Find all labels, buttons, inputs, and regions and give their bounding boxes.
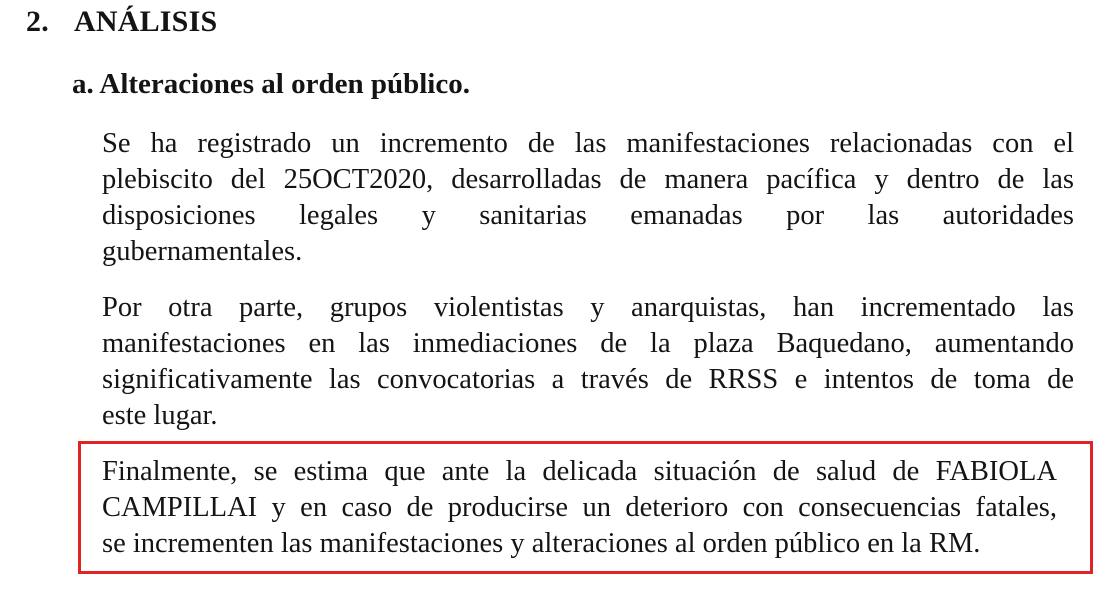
- paragraph-line: significativamente las convocatorias a través de RRSS e intentos de toma de: [102, 364, 1074, 395]
- subsection-heading: a. Alteraciones al orden público.: [72, 68, 470, 100]
- paragraph-line: este lugar.: [102, 400, 218, 431]
- paragraph-line: Finalmente, se estima que ante la delicada situación de salud de FABIOLA: [102, 456, 1057, 487]
- paragraph-violent-groups: [102, 290, 1074, 434]
- paragraph-line: plebiscito del 25OCT2020, desarrolladas de manera pacífica y dentro de las: [102, 164, 1074, 195]
- section-heading: [26, 2, 217, 42]
- paragraph-line: Por otra parte, grupos violentistas y anarquistas, han incrementado las: [102, 292, 1074, 323]
- paragraph-line: gubernamentales.: [102, 236, 303, 267]
- paragraph-highlighted-conclusion: [102, 454, 1057, 562]
- paragraph-line: CAMPILLAI y en caso de producirse un deterioro con consecuencias fatales,: [102, 492, 1057, 523]
- paragraph-line: Se ha registrado un incremento de las manifestaciones relacionadas con el: [102, 128, 1074, 159]
- paragraph-line: se incrementen las manifestaciones y alteraciones al orden público en la RM.: [102, 528, 981, 559]
- paragraph-line: disposiciones legales y sanitarias emanadas por las autoridades: [102, 200, 1074, 231]
- paragraph-plebiscite: [102, 126, 1074, 270]
- paragraph-line: manifestaciones en las inmediaciones de la plaza Baquedano, aumentando: [102, 328, 1074, 359]
- section-number: 2.: [26, 5, 49, 38]
- section-title: ANÁLISIS: [74, 5, 218, 38]
